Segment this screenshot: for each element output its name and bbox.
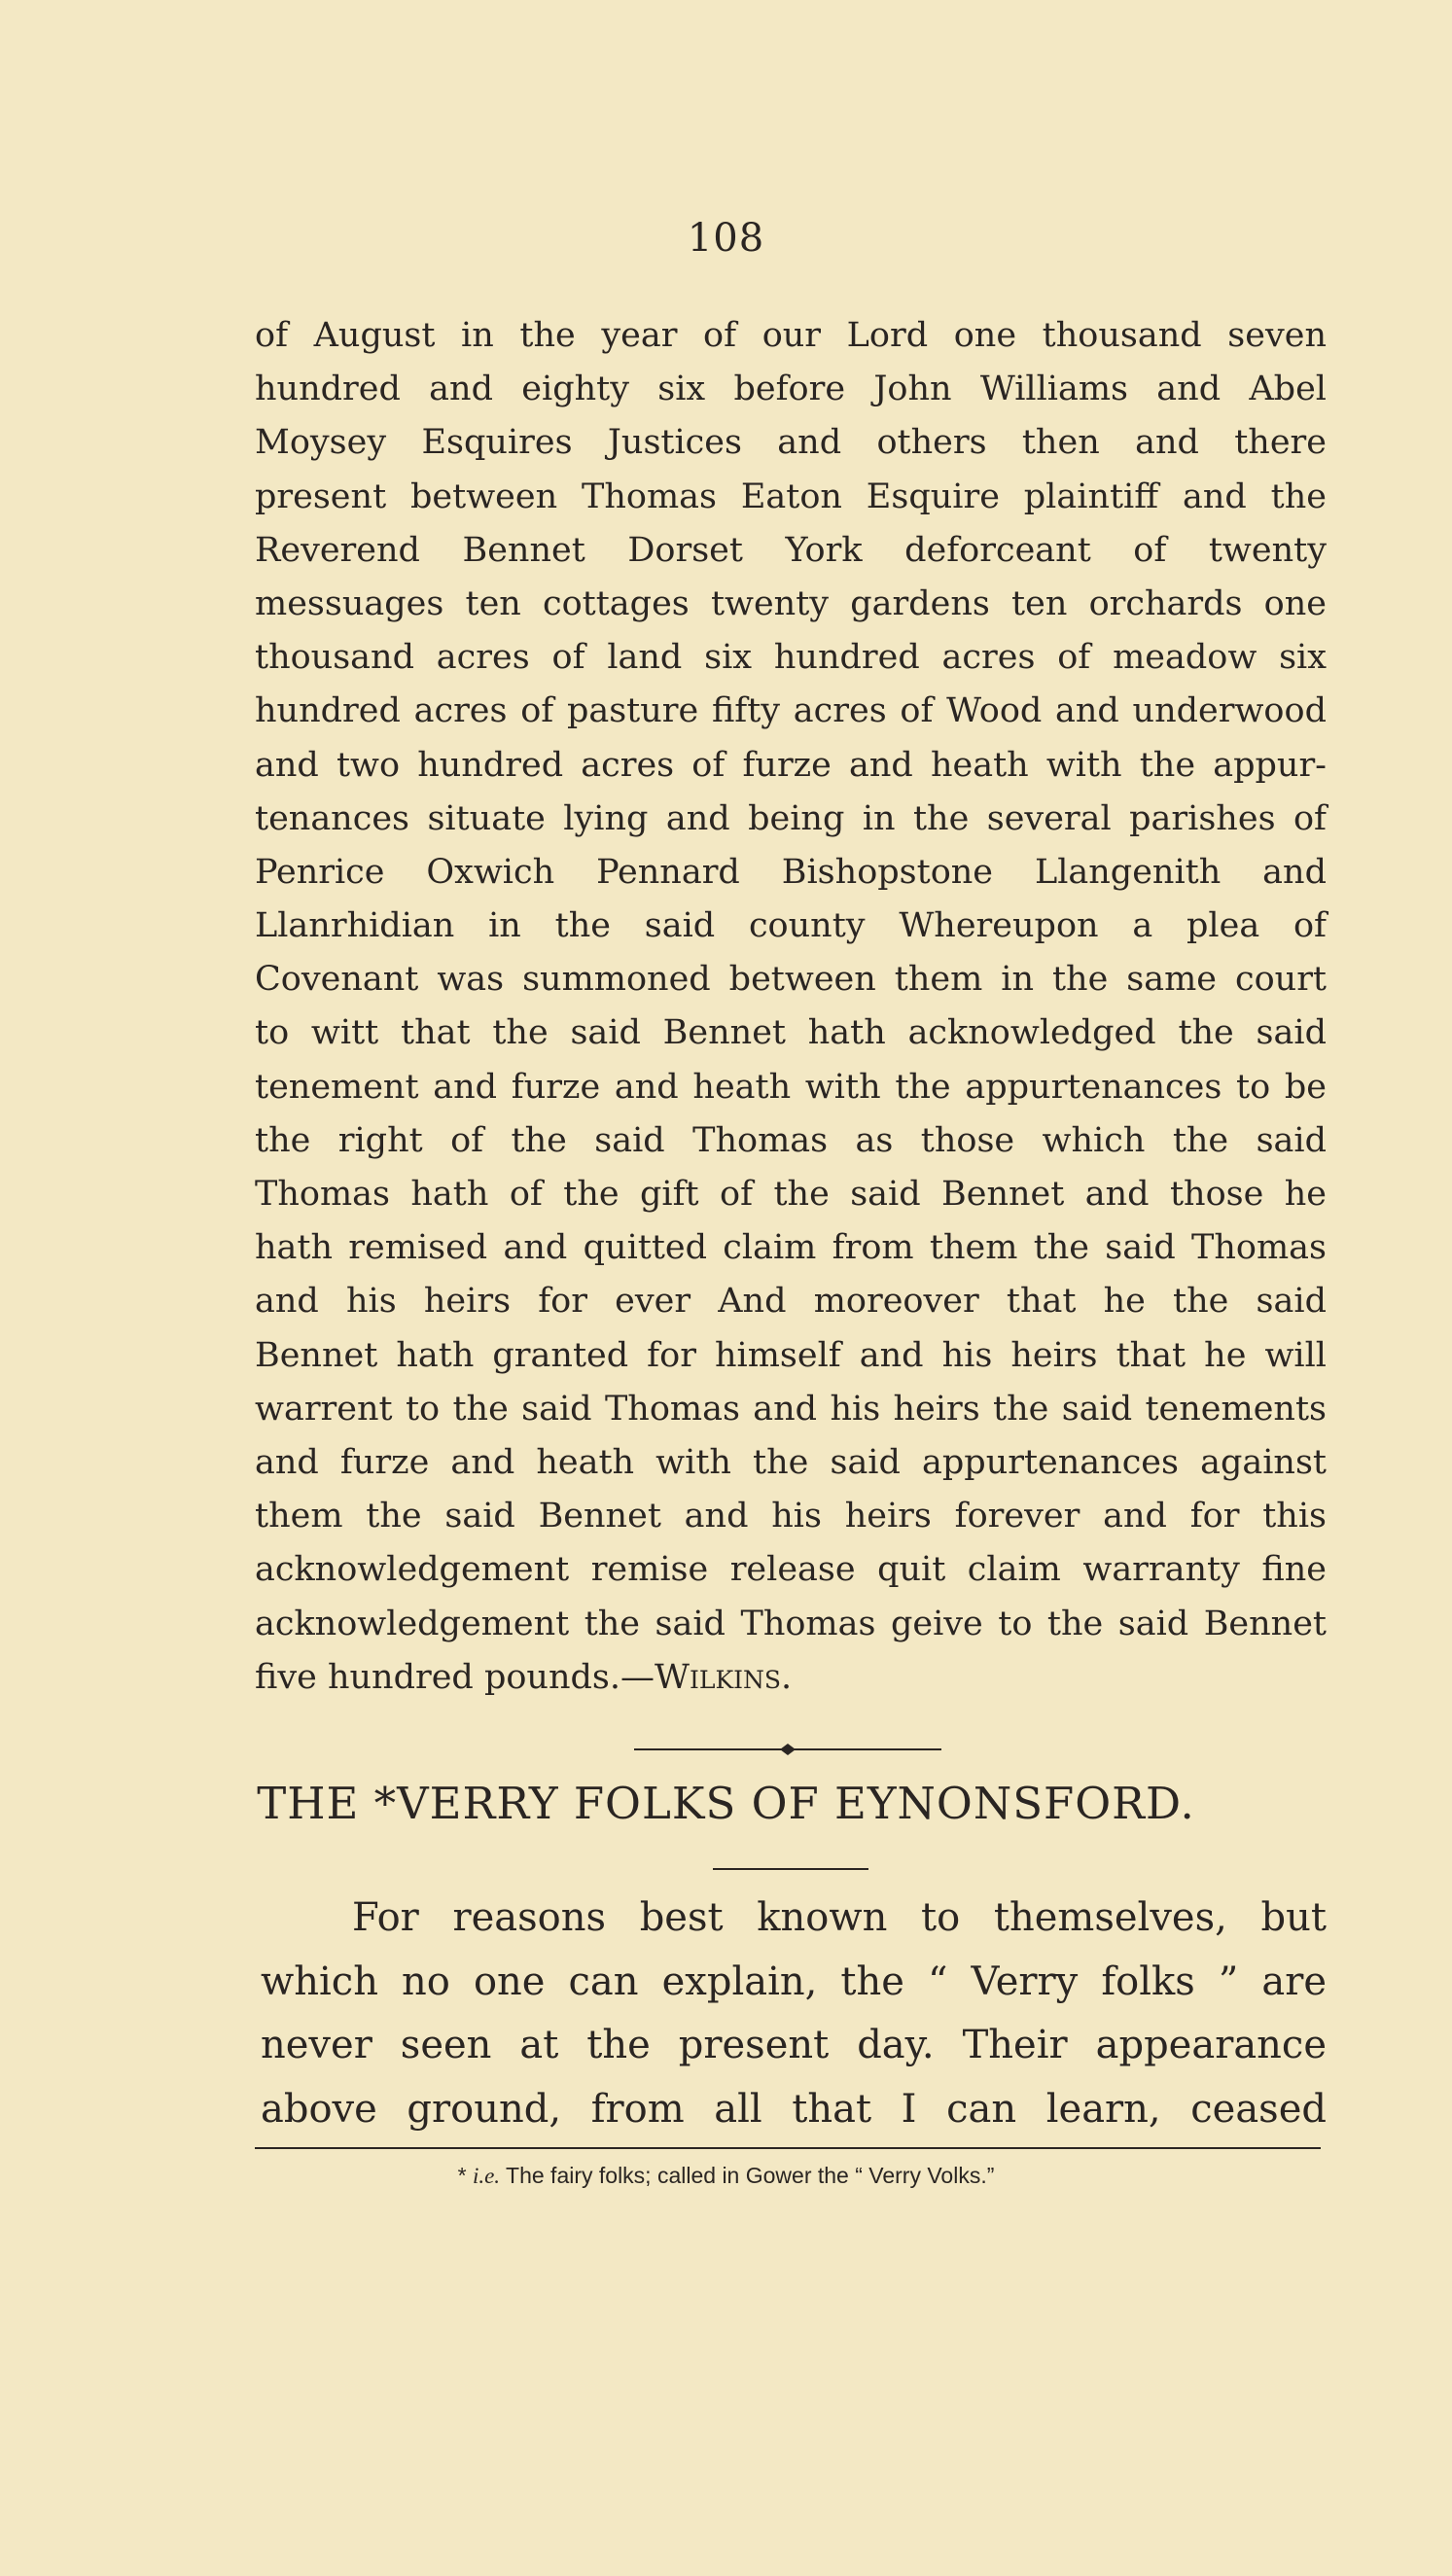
text-line: tenement and furze and heath with the appurtenances to be (255, 1067, 1327, 1107)
text-line: never seen at the present day. Their appearance (261, 2023, 1327, 2067)
text-line: to witt that the said Bennet hath acknowledged the said (255, 1013, 1327, 1053)
text-line: and furze and heath with the said appurtenances against (255, 1442, 1327, 1482)
text-line: tenances situate lying and being in the several parishes of (255, 798, 1327, 838)
text-line: of August in the year of our Lord one thousand seven (255, 316, 1327, 355)
text-line: and his heirs for ever And moreover that he the said (255, 1282, 1327, 1322)
text-line: hundred and eighty six before John Williams and Abel (255, 370, 1327, 409)
text-line: thousand acres of land six hundred acres of meadow six (255, 638, 1327, 678)
section-text (261, 1887, 1327, 2141)
section-divider-ornament (634, 1742, 941, 1757)
text-line: Moysey Esquires Justices and others then and there (255, 423, 1327, 463)
text-line: Bennet hath granted for himself and his heirs that he will (255, 1335, 1327, 1375)
text-line: acknowledgement the said Thomas geive to the said Bennet (255, 1604, 1327, 1643)
text-line: and two hundred acres of furze and heath with the appur- (255, 745, 1327, 785)
footnote-rule (255, 2147, 1321, 2149)
text-line: the right of the said Thomas as those which the said (255, 1120, 1327, 1160)
text-line: which no one can explain, the “ Verry folks ” are (261, 1958, 1327, 2004)
author-signature: Wilkins. (655, 1657, 793, 1697)
text-line: acknowledgement remise release quit claim warranty fine (255, 1550, 1327, 1590)
footnote-text: The fairy folks; called in Gower the “ Verry Volks.” (506, 2163, 995, 2188)
text-line: Penrice Oxwich Pennard Bishopstone Llangenith and (255, 852, 1327, 892)
footnote-marker: * (457, 2163, 467, 2188)
text-line: them the said Bennet and his heirs forever and for this (255, 1497, 1327, 1536)
text-line: For reasons best known to themselves, but (352, 1895, 1327, 1940)
text-line: Reverend Bennet Dorset York deforceant of twenty (255, 530, 1327, 570)
closing-text: five hundred pounds.— (255, 1657, 655, 1697)
footnote (0, 2163, 1452, 2189)
heading-underline (713, 1868, 868, 1870)
text-line: Thomas hath of the gift of the said Bennet and those he (255, 1175, 1327, 1214)
text-line: hath remised and quitted claim from them the said Thomas (255, 1228, 1327, 1268)
text-line: hundred acres of pasture fifty acres of Wood and underwood (255, 691, 1327, 731)
text-line: present between Thomas Eaton Esquire plaintiff and the (255, 476, 1327, 516)
text-line: messuages ten cottages twenty gardens ten orchards one (255, 583, 1327, 623)
text-line: warrent to the said Thomas and his heirs the said tenements (255, 1389, 1327, 1429)
deed-text (255, 309, 1327, 1705)
text-line: Llanrhidian in the said county Whereupon a plea of (255, 906, 1327, 946)
page-number: 108 (687, 216, 765, 261)
closing-line (255, 1651, 1327, 1705)
text-line: above ground, from all that I can learn, ceased (261, 2086, 1327, 2132)
footnote-abbrev: i.e. (472, 2164, 501, 2188)
section-heading: THE *VERRY FOLKS OF EYNONSFORD. (257, 1778, 1195, 1829)
text-line: Covenant was summoned between them in the same court (255, 960, 1327, 1000)
